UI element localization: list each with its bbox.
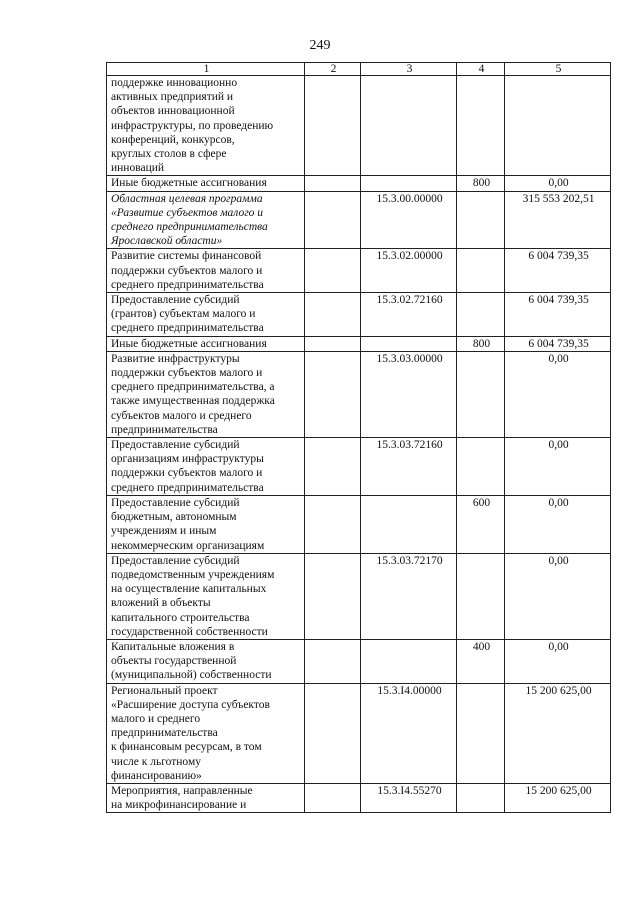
row-name-cell: Предоставление субсидий организациям инфраструктуры поддержки субъектов малого и среднего предпринимательства	[107, 438, 305, 496]
row-code-cell: 15.3.03.00000	[361, 351, 457, 437]
column-header-1: 1	[107, 63, 305, 76]
table-row	[107, 176, 611, 191]
row-name-cell: Областная целевая программа «Развитие субъектов малого и среднего предпринимательства Ярославской области»	[107, 191, 305, 249]
row-name-cell: Региональный проект «Расширение доступа субъектов малого и среднего предпринимательства к финансовым ресурсам, в том числе к льготному финансированию»	[107, 683, 305, 783]
table-row	[107, 249, 611, 293]
row-col2-cell	[305, 249, 361, 293]
row-amount-cell: 6 004 739,35	[505, 293, 611, 337]
table-body	[107, 76, 611, 813]
row-code-cell: 15.3.02.00000	[361, 249, 457, 293]
row-name-cell: Развитие инфраструктуры поддержки субъектов малого и среднего предпринимательства, а также имущественная поддержка субъектов малого и среднего предпринимательства	[107, 351, 305, 437]
row-col2-cell	[305, 783, 361, 812]
row-code-cell	[361, 76, 457, 176]
row-col2-cell	[305, 336, 361, 351]
row-type-cell	[457, 293, 505, 337]
table-row	[107, 351, 611, 437]
row-col2-cell	[305, 438, 361, 496]
row-amount-cell: 0,00	[505, 639, 611, 683]
row-code-cell: 15.3.02.72160	[361, 293, 457, 337]
row-amount-cell: 0,00	[505, 553, 611, 639]
row-amount-cell: 0,00	[505, 438, 611, 496]
table-row	[107, 639, 611, 683]
row-type-cell: 400	[457, 639, 505, 683]
table-row	[107, 191, 611, 249]
budget-table	[106, 62, 611, 813]
row-type-cell: 600	[457, 495, 505, 553]
column-header-3: 3	[361, 63, 457, 76]
column-header-5: 5	[505, 63, 611, 76]
row-amount-cell: 0,00	[505, 495, 611, 553]
table-row	[107, 683, 611, 783]
row-code-cell: 15.3.00.00000	[361, 191, 457, 249]
table-row	[107, 336, 611, 351]
row-col2-cell	[305, 191, 361, 249]
row-name-cell: Капитальные вложения в объекты государственной (муниципальной) собственности	[107, 639, 305, 683]
column-header-4: 4	[457, 63, 505, 76]
row-amount-cell: 0,00	[505, 176, 611, 191]
row-type-cell	[457, 76, 505, 176]
table-row	[107, 495, 611, 553]
row-name-cell: Предоставление субсидий бюджетным, автономным учреждениям и иным некоммерческим организациям	[107, 495, 305, 553]
row-name-cell: Предоставление субсидий (грантов) субъектам малого и среднего предпринимательства	[107, 293, 305, 337]
row-type-cell	[457, 553, 505, 639]
table-row	[107, 783, 611, 812]
table-row	[107, 293, 611, 337]
row-code-cell: 15.3.I4.55270	[361, 783, 457, 812]
row-code-cell	[361, 176, 457, 191]
row-col2-cell	[305, 351, 361, 437]
table-row	[107, 438, 611, 496]
column-header-2: 2	[305, 63, 361, 76]
row-col2-cell	[305, 176, 361, 191]
row-col2-cell	[305, 639, 361, 683]
row-amount-cell	[505, 76, 611, 176]
row-col2-cell	[305, 76, 361, 176]
row-name-cell: Предоставление субсидий подведомственным учреждениям на осуществление капитальных вложений в объекты капитального строительства государственной собственности	[107, 553, 305, 639]
row-type-cell: 800	[457, 176, 505, 191]
row-type-cell	[457, 191, 505, 249]
table-header-row	[107, 63, 611, 76]
row-col2-cell	[305, 293, 361, 337]
row-type-cell	[457, 683, 505, 783]
row-type-cell	[457, 783, 505, 812]
row-type-cell	[457, 249, 505, 293]
row-type-cell: 800	[457, 336, 505, 351]
row-code-cell	[361, 495, 457, 553]
table-row	[107, 553, 611, 639]
table-row	[107, 76, 611, 176]
row-amount-cell: 15 200 625,00	[505, 683, 611, 783]
row-code-cell	[361, 639, 457, 683]
row-type-cell	[457, 351, 505, 437]
row-code-cell: 15.3.03.72160	[361, 438, 457, 496]
row-name-cell: Иные бюджетные ассигнования	[107, 176, 305, 191]
row-amount-cell: 6 004 739,35	[505, 336, 611, 351]
row-amount-cell: 6 004 739,35	[505, 249, 611, 293]
row-code-cell: 15.3.I4.00000	[361, 683, 457, 783]
row-name-cell: Развитие системы финансовой поддержки субъектов малого и среднего предпринимательства	[107, 249, 305, 293]
row-amount-cell: 315 553 202,51	[505, 191, 611, 249]
row-amount-cell: 15 200 625,00	[505, 783, 611, 812]
row-name-cell: Иные бюджетные ассигнования	[107, 336, 305, 351]
row-col2-cell	[305, 495, 361, 553]
row-col2-cell	[305, 683, 361, 783]
row-code-cell	[361, 336, 457, 351]
row-name-cell: Мероприятия, направленные на микрофинансирование и	[107, 783, 305, 812]
row-type-cell	[457, 438, 505, 496]
row-col2-cell	[305, 553, 361, 639]
row-name-cell: поддержке инновационно активных предприятий и объектов инновационной инфраструктуры, по проведению конференций, конкурсов, круглых столов в сфере инноваций	[107, 76, 305, 176]
row-code-cell: 15.3.03.72170	[361, 553, 457, 639]
row-amount-cell: 0,00	[505, 351, 611, 437]
page-number: 249	[309, 38, 331, 53]
